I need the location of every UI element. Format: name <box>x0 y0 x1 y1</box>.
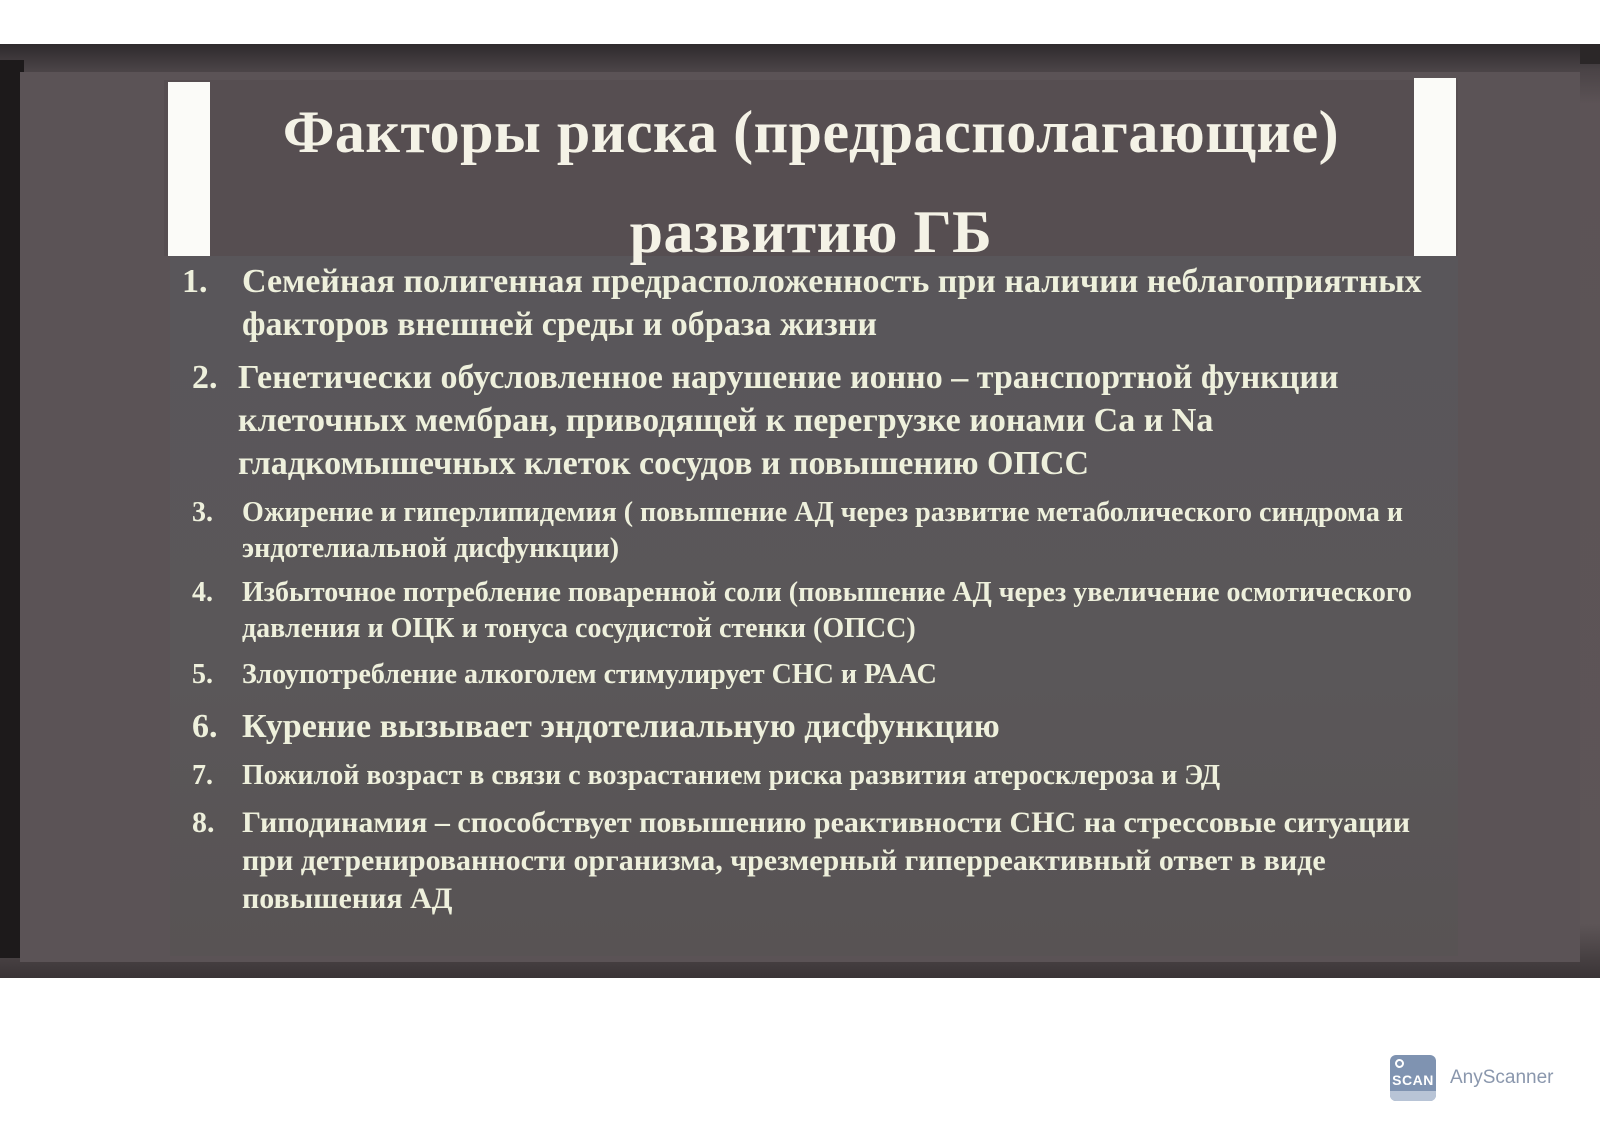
list-item-number: 8. <box>192 806 215 839</box>
screen-corner-mark <box>1580 44 1600 64</box>
list-item-number: 3. <box>192 497 213 528</box>
list-item <box>182 804 1446 918</box>
list-item <box>182 356 1446 485</box>
list-item-text: Злоупотребление алкоголем стимулирует СНС и РААС <box>242 659 937 690</box>
list-item <box>182 495 1446 567</box>
list-item-number: 5. <box>192 659 213 690</box>
risk-factor-list <box>182 258 1446 918</box>
watermark-text: AnyScanner <box>1450 1067 1554 1088</box>
scan-icon-label: SCAN <box>1392 1072 1434 1088</box>
list-item-text: Генетически обусловленное нарушение ионно – транспортной функции клеточных мембран, приводящей к перегрузке ионами Са и Na гладкомышечных клеток сосудов и повышению ОПСС <box>238 359 1339 482</box>
list-item-number: 4. <box>192 577 213 608</box>
list-item-number: 2. <box>192 359 218 396</box>
list-item-number: 1. <box>182 263 208 300</box>
scan-icon <box>1390 1055 1436 1101</box>
list-item <box>182 260 1446 346</box>
list-item-number: 7. <box>192 760 213 791</box>
slide-title: Факторы риска (предрасполагающие) развитию ГБ <box>282 99 1340 265</box>
list-item-number: 6. <box>192 708 218 745</box>
list-item <box>182 657 1446 693</box>
list-item-text: Пожилой возраст в связи с возрастанием риска развития атеросклероза и ЭД <box>242 760 1221 791</box>
list-item-text: Курение вызывает эндотелиальную дисфункцию <box>242 708 1000 745</box>
list-item <box>182 575 1446 647</box>
list-item-text: Ожирение и гиперлипидемия ( повышение АД через развитие метаболического синдрома и эндотелиальной дисфункции) <box>242 497 1403 564</box>
scan-icon-band <box>1390 1091 1436 1101</box>
right-accent-bar <box>1414 78 1456 256</box>
lens-dot <box>1395 1059 1404 1068</box>
list-item-text: Гиподинамия – способствует повышению реактивности СНС на стрессовые ситуации при детренированности организма, чрезмерный гиперреактивный ответ в виде повышения АД <box>242 806 1411 915</box>
list-item <box>182 758 1446 794</box>
left-accent-bar <box>168 82 210 256</box>
list-item <box>182 705 1446 748</box>
list-item-text: Семейная полигенная предрасположенность при наличии неблагоприятных факторов внешней среды и образа жизни <box>242 263 1422 343</box>
scanner-watermark <box>1390 1054 1554 1102</box>
list-item-text: Избыточное потребление поваренной соли (повышение АД через увеличение осмотического давления и ОЦК и тонуса сосудистой стенки (ОПСС) <box>242 577 1412 644</box>
